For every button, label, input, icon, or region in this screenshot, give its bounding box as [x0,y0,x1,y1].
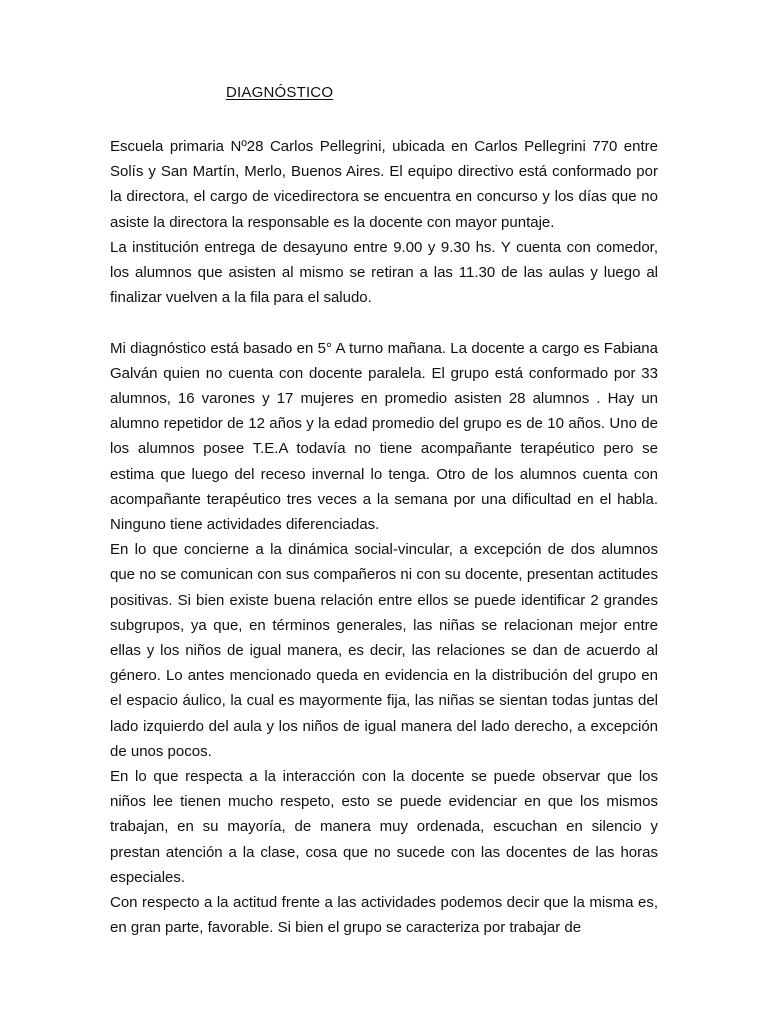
paragraph-spacer [110,310,658,335]
paragraph-breakfast-dining: La institución entrega de desayuno entre 9.00 y 9.30 hs. Y cuenta con comedor, los alumnos que asisten al mismo se retiran a las 11.30 de las aulas y luego al finalizar vuelven a la fila para el saludo. [110,238,658,307]
paragraph-activity-attitude: Con respecto a la actitud frente a las actividades podemos decir que la misma es, en gran parte, favorable. Si bien el grupo se caracteriza por trabajar de [110,894,658,937]
paragraph-group-diagnosis: Mi diagnóstico está basado en 5° A turno mañana. La docente a cargo es Fabiana Galván quien no cuenta con docente paralela. El grupo está conformado por 33 alumnos, 16 varones y 17 mujeres en promedio asisten 28 alumnos . Hay un alumno repetidor de 12 años y la edad promedio del grupo es de 10 años. Uno de los alumnos posee T.E.A todavía no tiene acompañante terapéutico pero se estima que luego del receso invernal lo tenga. Otro de los alumnos cuenta con acompañante terapéutico tres veces a la semana por una dificultad en el habla. Ninguno tiene actividades diferenciadas. [110,339,658,534]
document-title: DIAGNÓSTICO [226,84,334,101]
paragraph-social-dynamics: En lo que concierne a la dinámica social-vincular, a excepción de dos alumnos que no se comunican con sus compañeros ni con su docente, presentan actitudes positivas. Si bien existe buena relación entre ellos se puede identificar 2 grandes subgrupos, ya que, en términos generales, las niñas se relacionan mejor entre ellas y los niños de igual manera, es decir, las relaciones se dan de acuerdo al género. Lo antes mencionado queda en evidencia en la distribución del grupo en el espacio áulico, la cual es mayormente fija, las niñas se sientan todas juntas del lado izquierdo del aula y los niños de igual manera del lado derecho, a excepción de unos pocos. [110,541,658,760]
paragraph-teacher-interaction: En lo que respecta a la interacción con la docente se puede observar que los niños lee tienen mucho respeto, esto se puede evidenciar en que los mismos trabajan, en su mayoría, de manera muy ordenada, escuchan en silencio y prestan atención a la clase, cosa que no sucede con las docentes de las horas especiales. [110,768,658,886]
paragraph-school-info: Escuela primaria Nº28 Carlos Pellegrini, ubicada en Carlos Pellegrini 770 entre Solís y San Martín, Merlo, Buenos Aires. El equipo directivo está conformado por la directora, el cargo de vicedirectora se encuentra en concurso y los días que no asiste la directora la responsable es la docente con mayor puntaje. [110,138,658,231]
document-body [110,134,658,940]
